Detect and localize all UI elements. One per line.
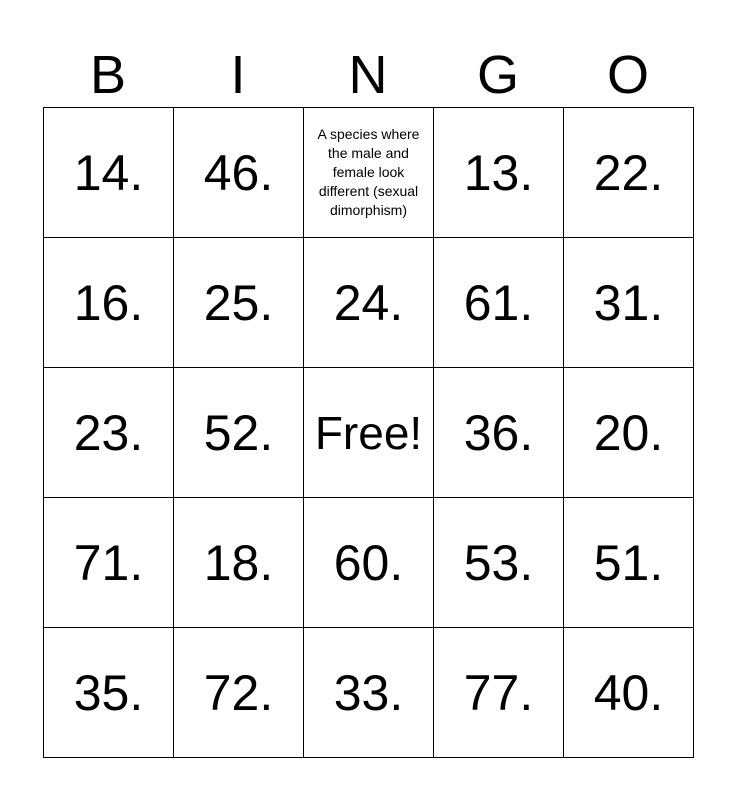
bingo-cell: 20. (564, 368, 694, 498)
bingo-cell: 36. (434, 368, 564, 498)
bingo-cell: 35. (44, 628, 174, 758)
bingo-cell: 14. (44, 108, 174, 238)
bingo-cell: 60. (304, 498, 434, 628)
header-letter-n: N (348, 45, 388, 105)
bingo-cell: A species where the male and female look different (sexual dimorphism) (304, 108, 434, 238)
bingo-header (43, 44, 693, 106)
bingo-cell: 24. (304, 238, 434, 368)
bingo-cell: 31. (564, 238, 694, 368)
header-letter-o: O (606, 45, 649, 105)
bingo-cell: 13. (434, 108, 564, 238)
header-letter-b: B (89, 45, 127, 105)
free-space-cell: Free! (304, 368, 434, 498)
bingo-cell: 33. (304, 628, 434, 758)
bingo-cell: 52. (174, 368, 304, 498)
bingo-cell: 71. (44, 498, 174, 628)
bingo-cell: 77. (434, 628, 564, 758)
bingo-cell: 72. (174, 628, 304, 758)
bingo-cell: 23. (44, 368, 174, 498)
header-letter-i: I (230, 45, 246, 105)
bingo-cell: 25. (174, 238, 304, 368)
bingo-cell: 46. (174, 108, 304, 238)
bingo-cell: 18. (174, 498, 304, 628)
bingo-cell: 53. (434, 498, 564, 628)
bingo-cell: 16. (44, 238, 174, 368)
bingo-cell: 22. (564, 108, 694, 238)
header-letter-g: G (476, 45, 519, 105)
bingo-cell: 40. (564, 628, 694, 758)
bingo-cell: 51. (564, 498, 694, 628)
bingo-board (43, 107, 694, 758)
bingo-cell: 61. (434, 238, 564, 368)
